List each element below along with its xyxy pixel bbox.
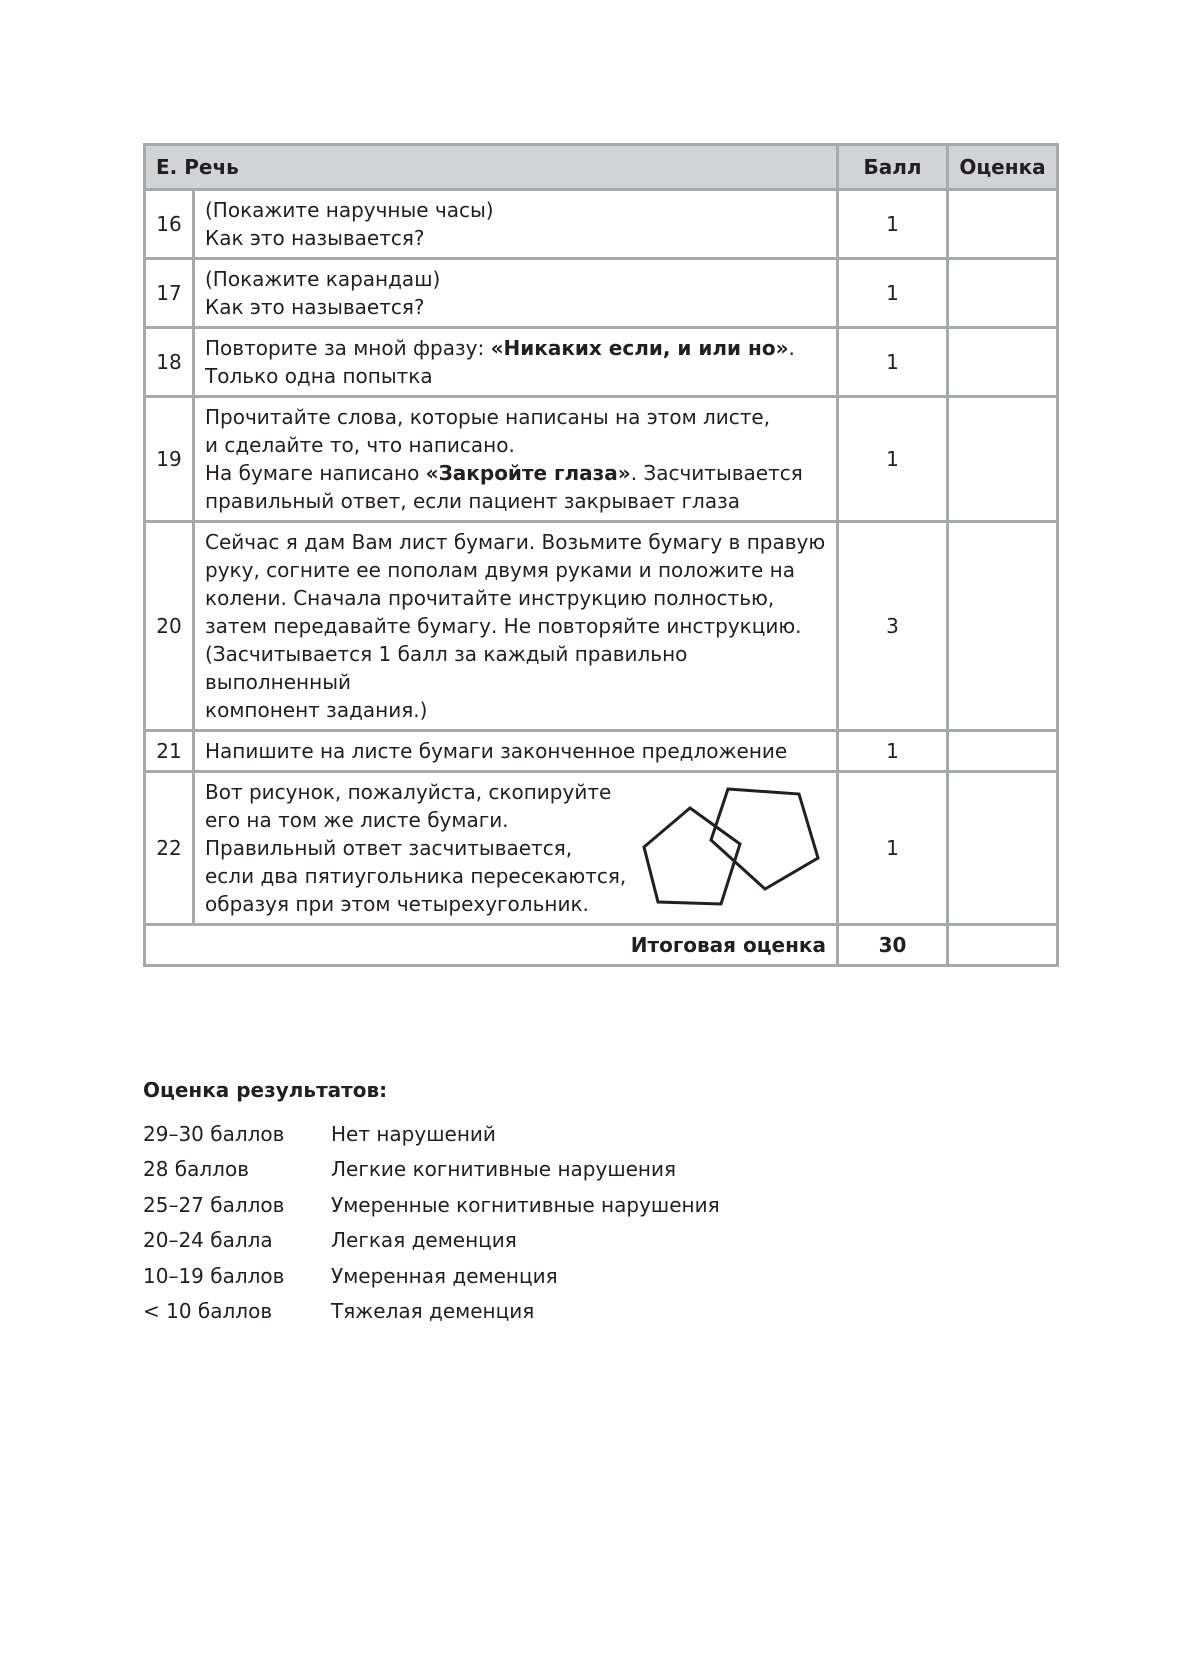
- instruction-line: если два пятиугольника пересекаются,: [205, 864, 627, 888]
- speech-assessment-table: [143, 143, 1059, 967]
- item-number: 17: [145, 259, 194, 328]
- section-title: Е. Речь: [145, 145, 838, 190]
- instruction-line: Как это называется?: [205, 295, 425, 319]
- item-number: 18: [145, 328, 194, 397]
- item-number: 22: [145, 772, 194, 925]
- score-range: 20–24 балла: [143, 1228, 273, 1253]
- result-label: Легкая деменция: [331, 1228, 517, 1253]
- result-label: Тяжелая деменция: [331, 1299, 535, 1324]
- instruction-line: и сделайте то, что написано.: [205, 433, 515, 457]
- instruction-line: (Покажите карандаш): [205, 267, 441, 291]
- item-score: 1: [838, 397, 948, 522]
- list-item: [143, 1116, 720, 1152]
- item-number: 19: [145, 397, 194, 522]
- written-command: «Закройте глаза»: [425, 461, 631, 485]
- score-column-header: Балл: [838, 145, 948, 190]
- item-score: 1: [838, 772, 948, 925]
- instruction-text: . Засчитывается: [630, 461, 803, 485]
- instruction-line: Сейчас я дам Вам лист бумаги. Возьмите бумагу в правую: [205, 530, 826, 554]
- item-grade-cell: [948, 522, 1058, 731]
- item-number: 16: [145, 190, 194, 259]
- instruction-line: руку, согните ее пополам двумя руками и положите на: [205, 558, 795, 582]
- item-grade-cell: [948, 259, 1058, 328]
- item-instruction: [194, 397, 838, 522]
- result-label: Легкие когнитивные нарушения: [331, 1157, 677, 1182]
- phrase-to-repeat: «Никаких если, и или но»: [490, 336, 789, 360]
- table-row: [145, 731, 1058, 772]
- total-score-value: 30: [838, 925, 948, 966]
- list-item: [143, 1187, 720, 1223]
- item-instruction: [194, 731, 838, 772]
- grade-column-header: Оценка: [948, 145, 1058, 190]
- instruction-text-block: [205, 778, 626, 918]
- item-score: 1: [838, 328, 948, 397]
- list-item: [143, 1294, 720, 1330]
- instruction-line: Только одна попытка: [205, 364, 433, 388]
- item-score: 1: [838, 731, 948, 772]
- left-pentagon: [644, 808, 740, 904]
- score-range: < 10 баллов: [143, 1299, 273, 1324]
- instruction-line: (Покажите наручные часы): [205, 198, 494, 222]
- item-score: 1: [838, 190, 948, 259]
- table-header-row: [145, 145, 1058, 190]
- instruction-text: .: [788, 336, 795, 360]
- instruction-text: Повторите за мной фразу:: [205, 336, 491, 360]
- table-row: [145, 328, 1058, 397]
- instruction-line: Прочитайте слова, которые написаны на этом листе,: [205, 405, 771, 429]
- item-number: 20: [145, 522, 194, 731]
- list-item: [143, 1258, 720, 1294]
- total-score-label: Итоговая оценка: [145, 925, 838, 966]
- item-number: 21: [145, 731, 194, 772]
- instruction-text: На бумаге написано: [205, 461, 426, 485]
- item-grade-cell: [948, 190, 1058, 259]
- score-range: 10–19 баллов: [143, 1263, 285, 1288]
- result-label: Нет нарушений: [331, 1121, 496, 1146]
- table-row: [145, 190, 1058, 259]
- item-grade-cell: [948, 397, 1058, 522]
- list-item: [143, 1152, 720, 1188]
- instruction-line: правильный ответ, если пациент закрывает глаза: [205, 489, 740, 513]
- score-range: 25–27 баллов: [143, 1192, 285, 1217]
- instruction-line: компонент задания.): [205, 698, 428, 722]
- item-grade-cell: [948, 731, 1058, 772]
- item-instruction: [194, 259, 838, 328]
- score-range: 28 баллов: [143, 1157, 249, 1182]
- instruction-line: Вот рисунок, пожалуйста, скопируйте: [205, 780, 612, 804]
- right-pentagon: [711, 789, 818, 889]
- result-label: Умеренная деменция: [331, 1263, 558, 1288]
- instruction-line: колени. Сначала прочитайте инструкцию полностью,: [205, 586, 775, 610]
- results-title: Оценка результатов:: [143, 1078, 388, 1102]
- score-range: 29–30 баллов: [143, 1121, 285, 1146]
- instruction-line: образуя при этом четырехугольник.: [205, 892, 589, 916]
- instruction-line: его на том же листе бумаги.: [205, 808, 509, 832]
- item-score: 3: [838, 522, 948, 731]
- table-row: [145, 522, 1058, 731]
- instruction-line: [205, 459, 826, 487]
- total-grade-cell: [948, 925, 1058, 966]
- results-interpretation: [143, 1078, 720, 1329]
- table-row: [145, 259, 1058, 328]
- item-instruction: [194, 328, 838, 397]
- item-grade-cell: [948, 772, 1058, 925]
- table-row: [145, 397, 1058, 522]
- instruction-line: (Засчитывается 1 балл за каждый правильно выполненный: [205, 642, 688, 694]
- instruction-line: [205, 334, 826, 362]
- item-instruction: [194, 522, 838, 731]
- instruction-line: Правильный ответ засчитывается,: [205, 836, 573, 860]
- instruction-line: затем передавайте бумагу. Не повторяйте инструкцию.: [205, 614, 802, 638]
- total-row: [145, 925, 1058, 966]
- instruction-line: Как это называется?: [205, 226, 425, 250]
- item-instruction: [194, 190, 838, 259]
- item-score: 1: [838, 259, 948, 328]
- result-label: Умеренные когнитивные нарушения: [331, 1192, 720, 1217]
- table-row: [145, 772, 1058, 925]
- intersecting-pentagons-figure: [636, 781, 826, 916]
- item-instruction: [194, 772, 838, 925]
- instruction-line: Напишите на листе бумаги законченное предложение: [205, 739, 788, 763]
- item-grade-cell: [948, 328, 1058, 397]
- list-item: [143, 1223, 720, 1259]
